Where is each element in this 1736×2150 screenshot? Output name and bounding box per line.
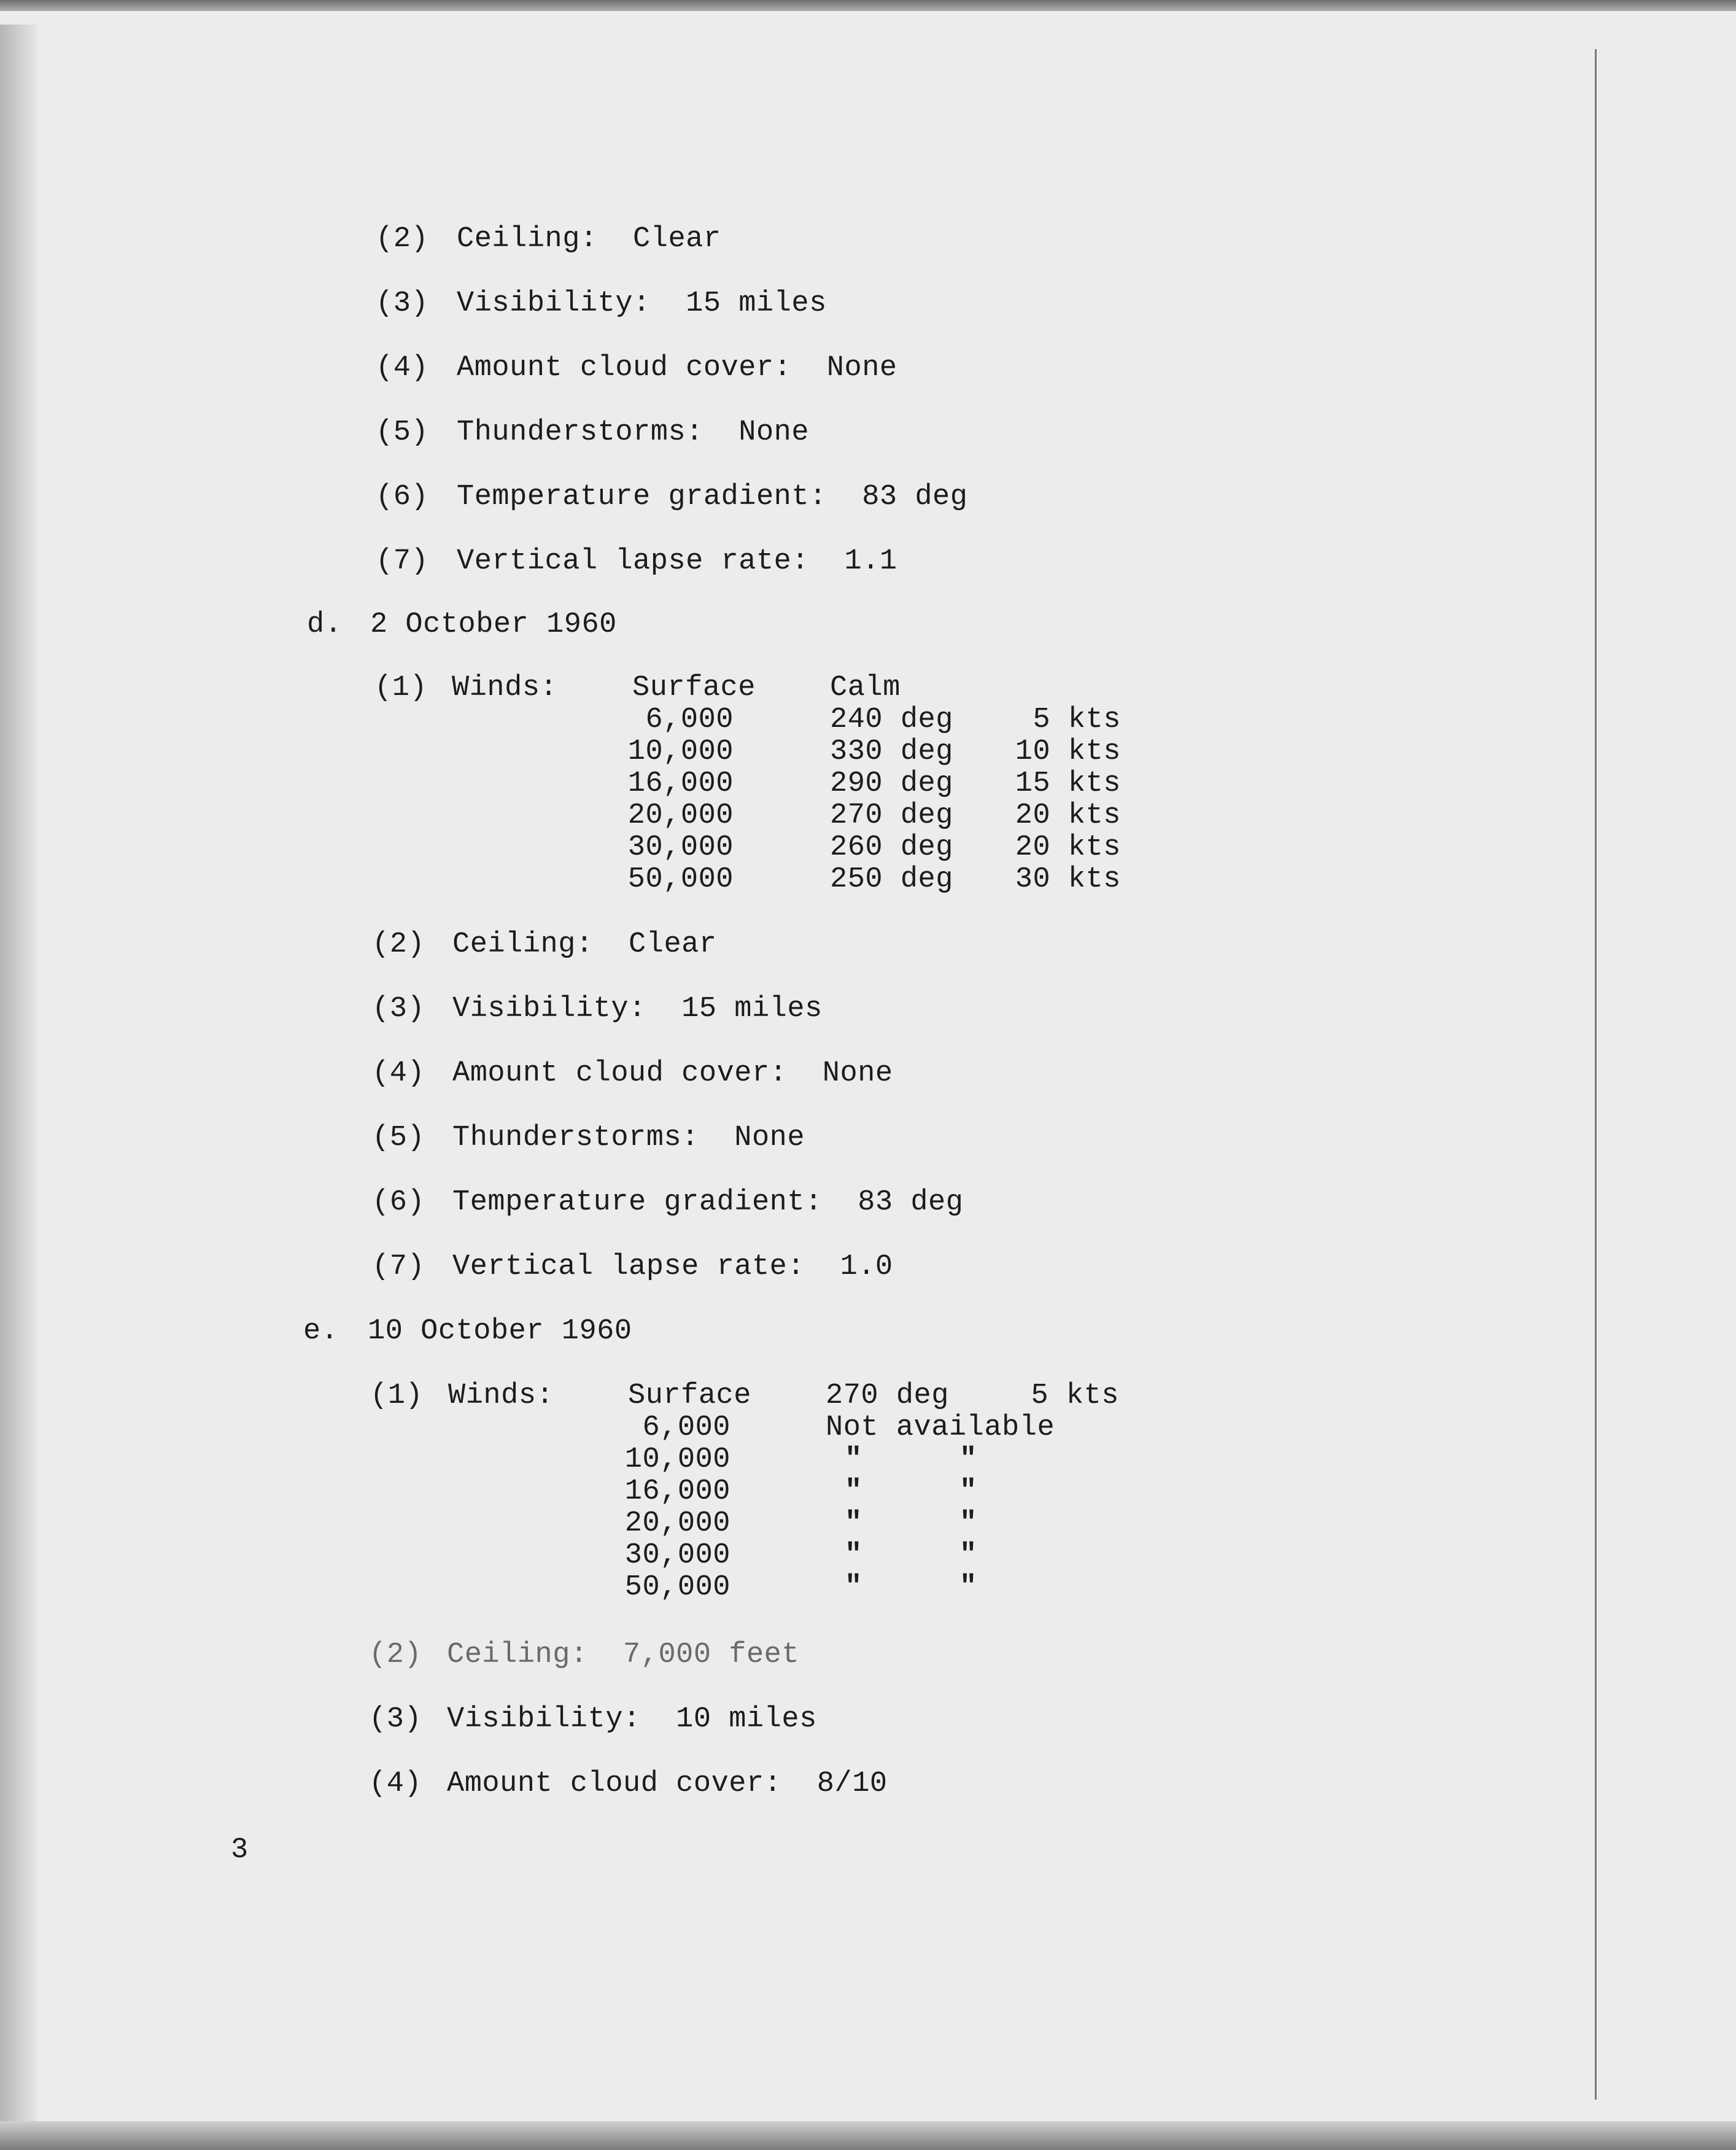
wind-direction: 290 deg bbox=[830, 767, 953, 800]
wind-speed: 5 kts bbox=[1033, 704, 1121, 736]
wind-speed: 20 kts bbox=[1015, 831, 1121, 864]
wind-speed: 20 kts bbox=[1015, 799, 1121, 832]
item-text: Amount cloud cover: 8/10 bbox=[447, 1768, 888, 1800]
item-text: Vertical lapse rate: 1.0 bbox=[452, 1251, 893, 1283]
item-number: (3) bbox=[372, 993, 425, 1025]
wind-altitude: 16,000 bbox=[627, 767, 734, 800]
wind-altitude: Surface bbox=[632, 672, 756, 704]
item-number: (3) bbox=[376, 287, 429, 320]
section-date: 2 October 1960 bbox=[370, 608, 617, 641]
scan-edge-left bbox=[0, 25, 37, 2124]
item-text: Visibility: 15 miles bbox=[457, 287, 827, 320]
item-number: (4) bbox=[372, 1057, 425, 1090]
item-text: Temperature gradient: 83 deg bbox=[457, 481, 968, 513]
item-number: (5) bbox=[372, 1122, 425, 1154]
ditto-mark: " bbox=[845, 1539, 862, 1572]
page-number: 3 bbox=[231, 1834, 249, 1866]
item-text: Visibility: 15 miles bbox=[452, 993, 823, 1025]
ditto-mark: " bbox=[959, 1539, 977, 1572]
winds-label: Winds: bbox=[452, 672, 558, 704]
section-letter: e. bbox=[303, 1315, 339, 1348]
wind-altitude: 16,000 bbox=[624, 1475, 730, 1508]
wind-altitude: Surface bbox=[628, 1380, 751, 1412]
item-text: Thunderstorms: None bbox=[457, 416, 810, 449]
wind-altitude: 20,000 bbox=[627, 799, 734, 832]
item-text: Ceiling: Clear bbox=[457, 223, 721, 255]
winds-label: Winds: bbox=[448, 1380, 554, 1412]
wind-speed: 30 kts bbox=[1015, 863, 1121, 896]
item-text: Ceiling: Clear bbox=[452, 928, 717, 961]
item-number: (7) bbox=[372, 1251, 425, 1283]
item-text: Amount cloud cover: None bbox=[457, 352, 897, 384]
item-number: (6) bbox=[376, 481, 429, 513]
item-text: Temperature gradient: 83 deg bbox=[452, 1186, 964, 1219]
item-number: (2) bbox=[376, 223, 429, 255]
wind-altitude: 30,000 bbox=[624, 1539, 730, 1572]
item-text: Amount cloud cover: None bbox=[452, 1057, 893, 1090]
item-number: (6) bbox=[372, 1186, 425, 1219]
wind-direction: 330 deg bbox=[830, 735, 953, 768]
item-text: Visibility: 10 miles bbox=[447, 1703, 817, 1736]
item-number: (4) bbox=[376, 352, 429, 384]
ditto-mark: " bbox=[845, 1507, 862, 1540]
wind-altitude: 50,000 bbox=[624, 1571, 730, 1604]
section-date: 10 October 1960 bbox=[368, 1315, 632, 1348]
wind-altitude: 6,000 bbox=[645, 704, 734, 736]
ditto-mark: " bbox=[959, 1475, 977, 1508]
wind-altitude: 50,000 bbox=[627, 863, 734, 896]
item-number: (4) bbox=[369, 1768, 422, 1800]
section-letter: d. bbox=[307, 608, 343, 641]
item-number: (7) bbox=[376, 545, 429, 578]
item-number: (5) bbox=[376, 416, 429, 449]
wind-altitude: 30,000 bbox=[627, 831, 734, 864]
item-number: (3) bbox=[369, 1703, 422, 1736]
ditto-mark: " bbox=[845, 1571, 862, 1604]
item-text: Thunderstorms: None bbox=[452, 1122, 805, 1154]
wind-speed: 15 kts bbox=[1015, 767, 1121, 800]
wind-direction: 260 deg bbox=[830, 831, 953, 864]
ditto-mark: " bbox=[959, 1571, 977, 1604]
ditto-mark: " bbox=[845, 1475, 862, 1508]
wind-direction: 270 deg bbox=[830, 799, 953, 832]
item-number: (2) bbox=[372, 928, 425, 961]
item-text: Vertical lapse rate: 1.1 bbox=[457, 545, 897, 578]
item-number: (1) bbox=[374, 672, 428, 704]
item-text: Ceiling: 7,000 feet bbox=[447, 1639, 800, 1671]
wind-direction: 250 deg bbox=[830, 863, 953, 896]
ditto-mark: " bbox=[959, 1507, 977, 1540]
wind-direction: 240 deg bbox=[830, 704, 953, 736]
scan-edge-bottom bbox=[0, 2121, 1736, 2150]
ditto-mark: " bbox=[959, 1443, 977, 1476]
wind-speed: 5 kts bbox=[1031, 1380, 1119, 1412]
item-number: (1) bbox=[370, 1380, 424, 1412]
wind-altitude: 20,000 bbox=[624, 1507, 730, 1540]
margin-rule bbox=[1595, 49, 1597, 2100]
wind-altitude: 6,000 bbox=[642, 1411, 730, 1444]
wind-altitude: 10,000 bbox=[627, 735, 734, 768]
wind-altitude: 10,000 bbox=[624, 1443, 730, 1476]
wind-speed: 10 kts bbox=[1015, 735, 1121, 768]
wind-direction: Calm bbox=[830, 672, 901, 704]
wind-not-available: Not available bbox=[826, 1411, 1055, 1444]
wind-direction: 270 deg bbox=[826, 1380, 949, 1412]
ditto-mark: " bbox=[845, 1443, 862, 1476]
item-number: (2) bbox=[369, 1639, 422, 1671]
